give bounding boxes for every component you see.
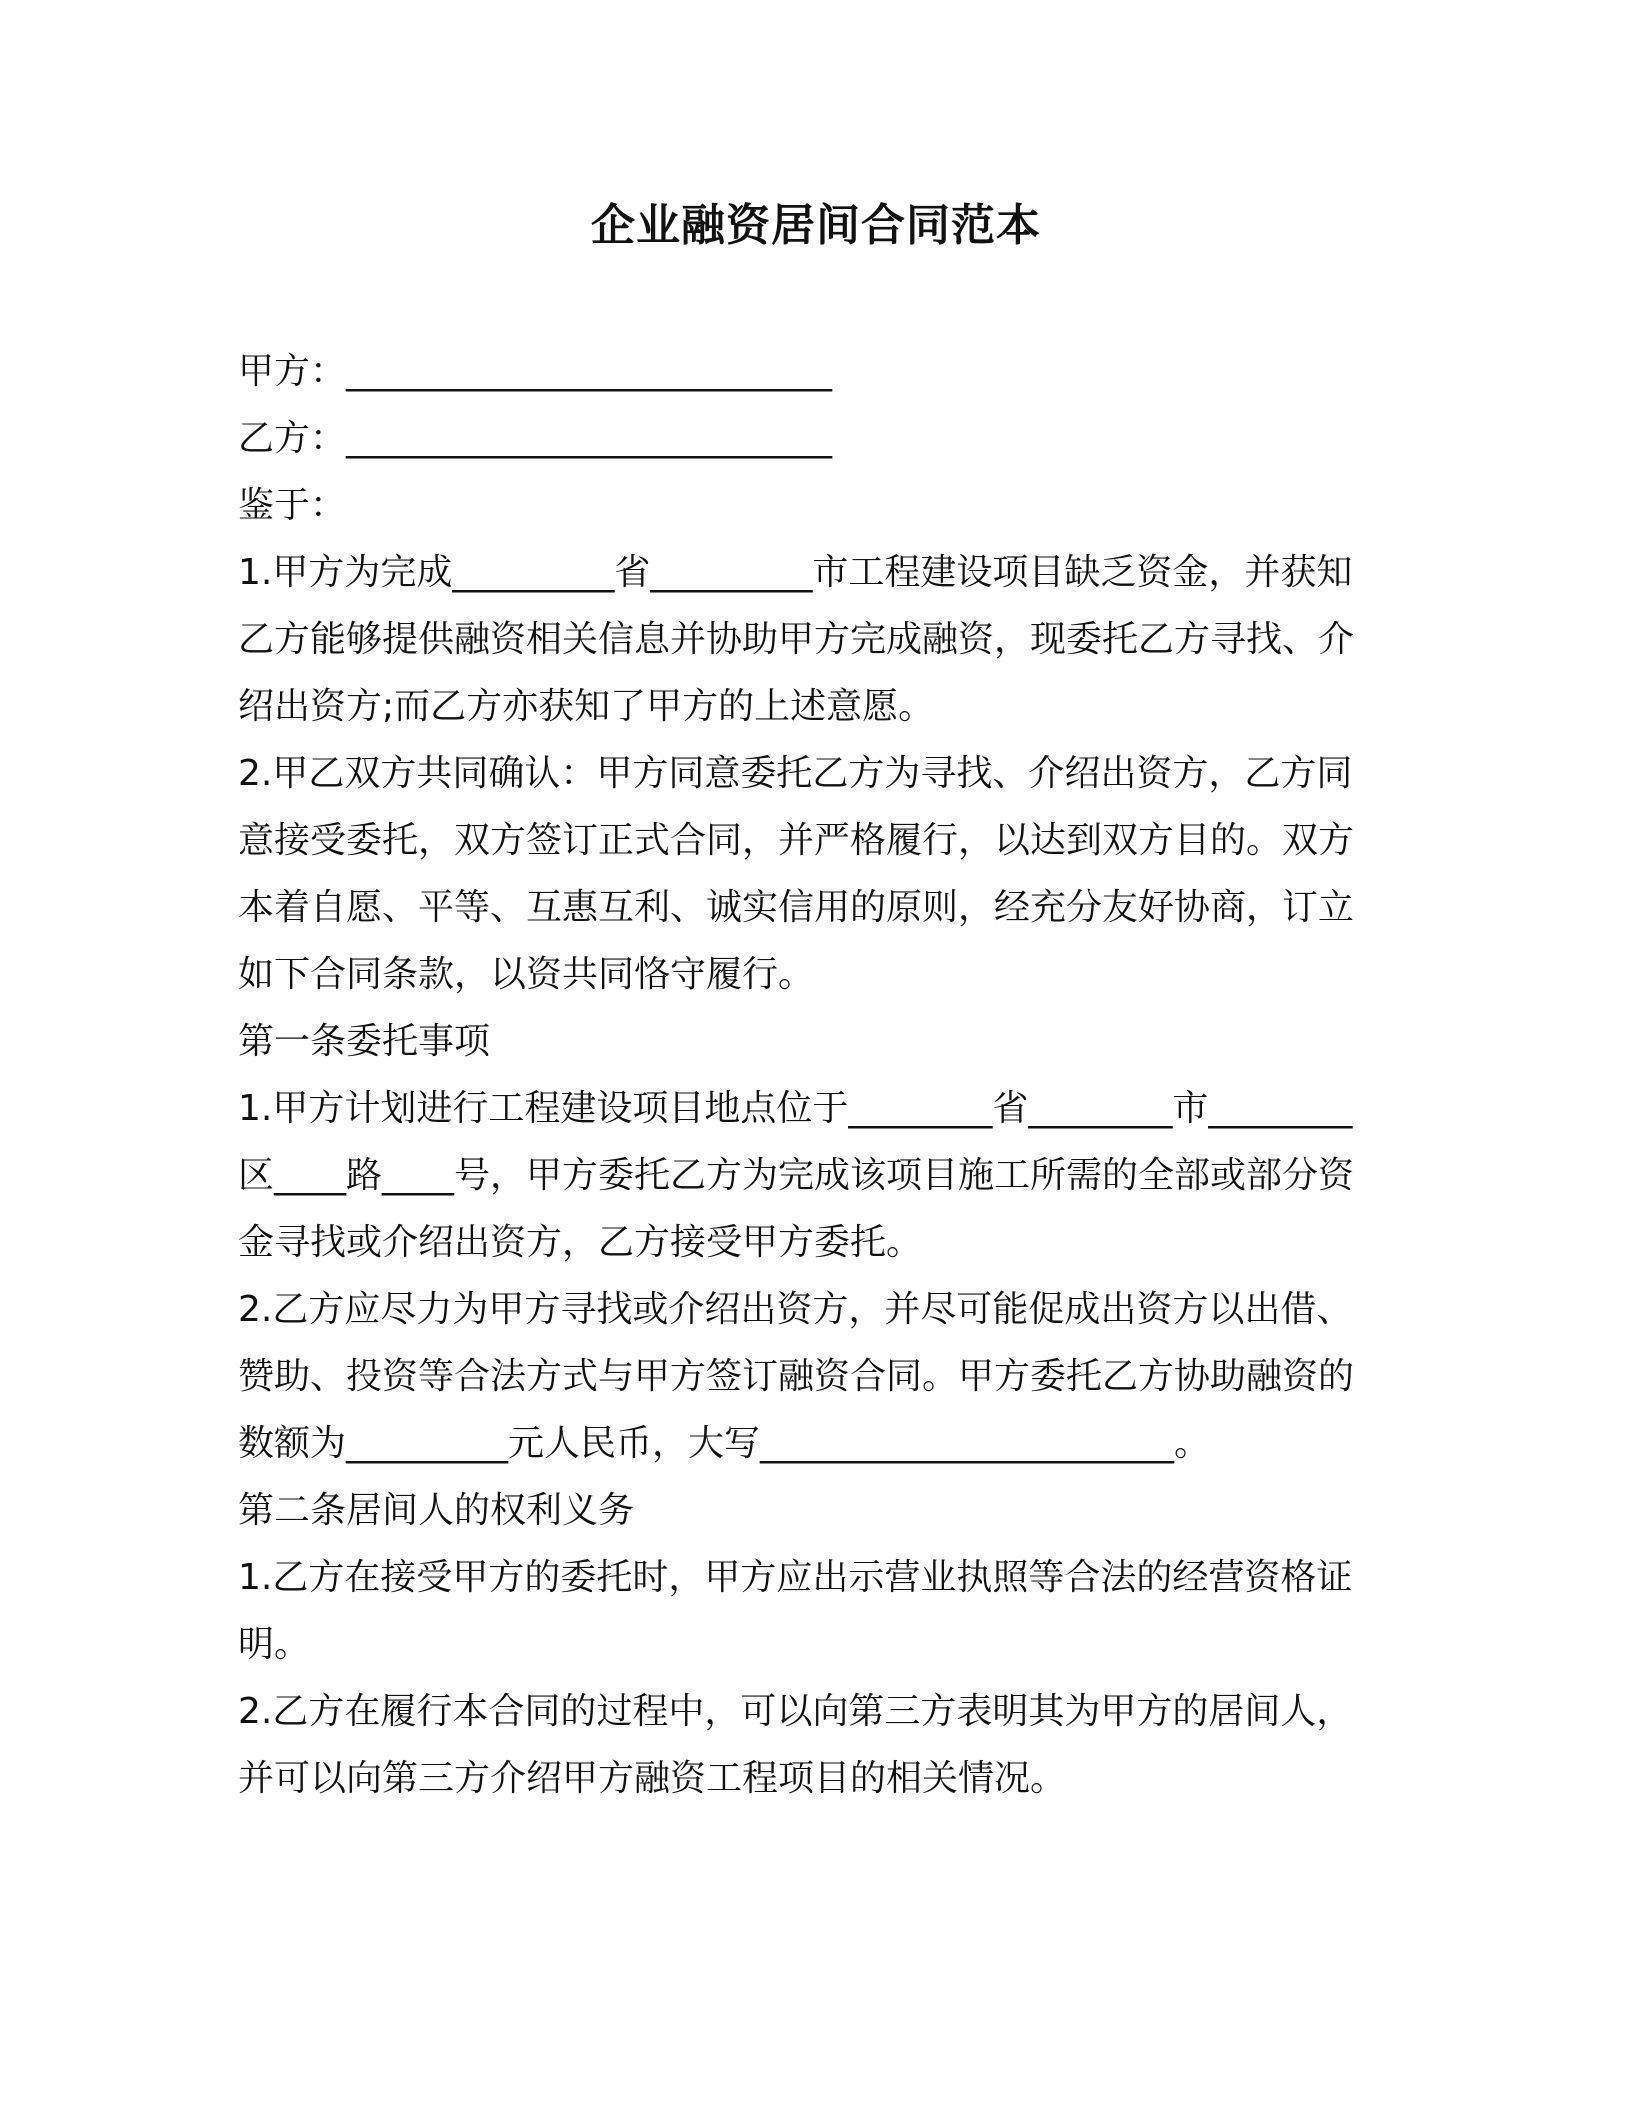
article-1-clause-2: 2.乙方应尽力为甲方寻找或介绍出资方，并尽可能促成出资方以出借、赞助、投资等合法方式与甲方签订融资合同。甲方委托乙方协助融资的数额为_________元人民币，大写_______________________。	[238, 1289, 1355, 1464]
whereas-clause-1: 1.甲方为完成_________省_________市工程建设项目缺乏资金，并获知乙方能够提供融资相关信息并协助甲方完成融资，现委托乙方寻找、介绍出资方;而乙方亦获知了甲方的上述意愿。	[238, 552, 1355, 727]
whereas-heading: 鉴于：	[238, 485, 347, 526]
party-a-line: 甲方：___________________________	[238, 351, 833, 392]
article-2-clause-1: 1.乙方在接受甲方的委托时，甲方应出示营业执照等合法的经营资格证明。	[238, 1557, 1353, 1665]
article-2-clause-2: 2.乙方在履行本合同的过程中，可以向第三方表明其为甲方的居间人，并可以向第三方介绍甲方融资工程项目的相关情况。	[238, 1691, 1353, 1799]
article-1-clause-1: 1.甲方计划进行工程建设项目地点位于________省________市________区____路____号，甲方委托乙方为完成该项目施工所需的全部或部分资金寻找或介绍出资方，乙方接受甲方委托。	[238, 1088, 1355, 1263]
party-b-line: 乙方：___________________________	[238, 418, 833, 459]
whereas-clause-2: 2.甲乙双方共同确认：甲方同意委托乙方为寻找、介绍出资方，乙方同意接受委托，双方签订正式合同，并严格履行，以达到双方目的。双方本着自愿、平等、互惠互利、诚实信用的原则，经充分友好协商，订立如下合同条款，以资共同恪守履行。	[238, 753, 1355, 995]
document-title: 企业融资居间合同范本	[591, 200, 1041, 251]
article-2-heading: 第二条居间人的权利义务	[238, 1490, 635, 1531]
document-body	[238, 338, 1378, 1812]
article-1-heading: 第一条委托事项	[238, 1021, 491, 1062]
